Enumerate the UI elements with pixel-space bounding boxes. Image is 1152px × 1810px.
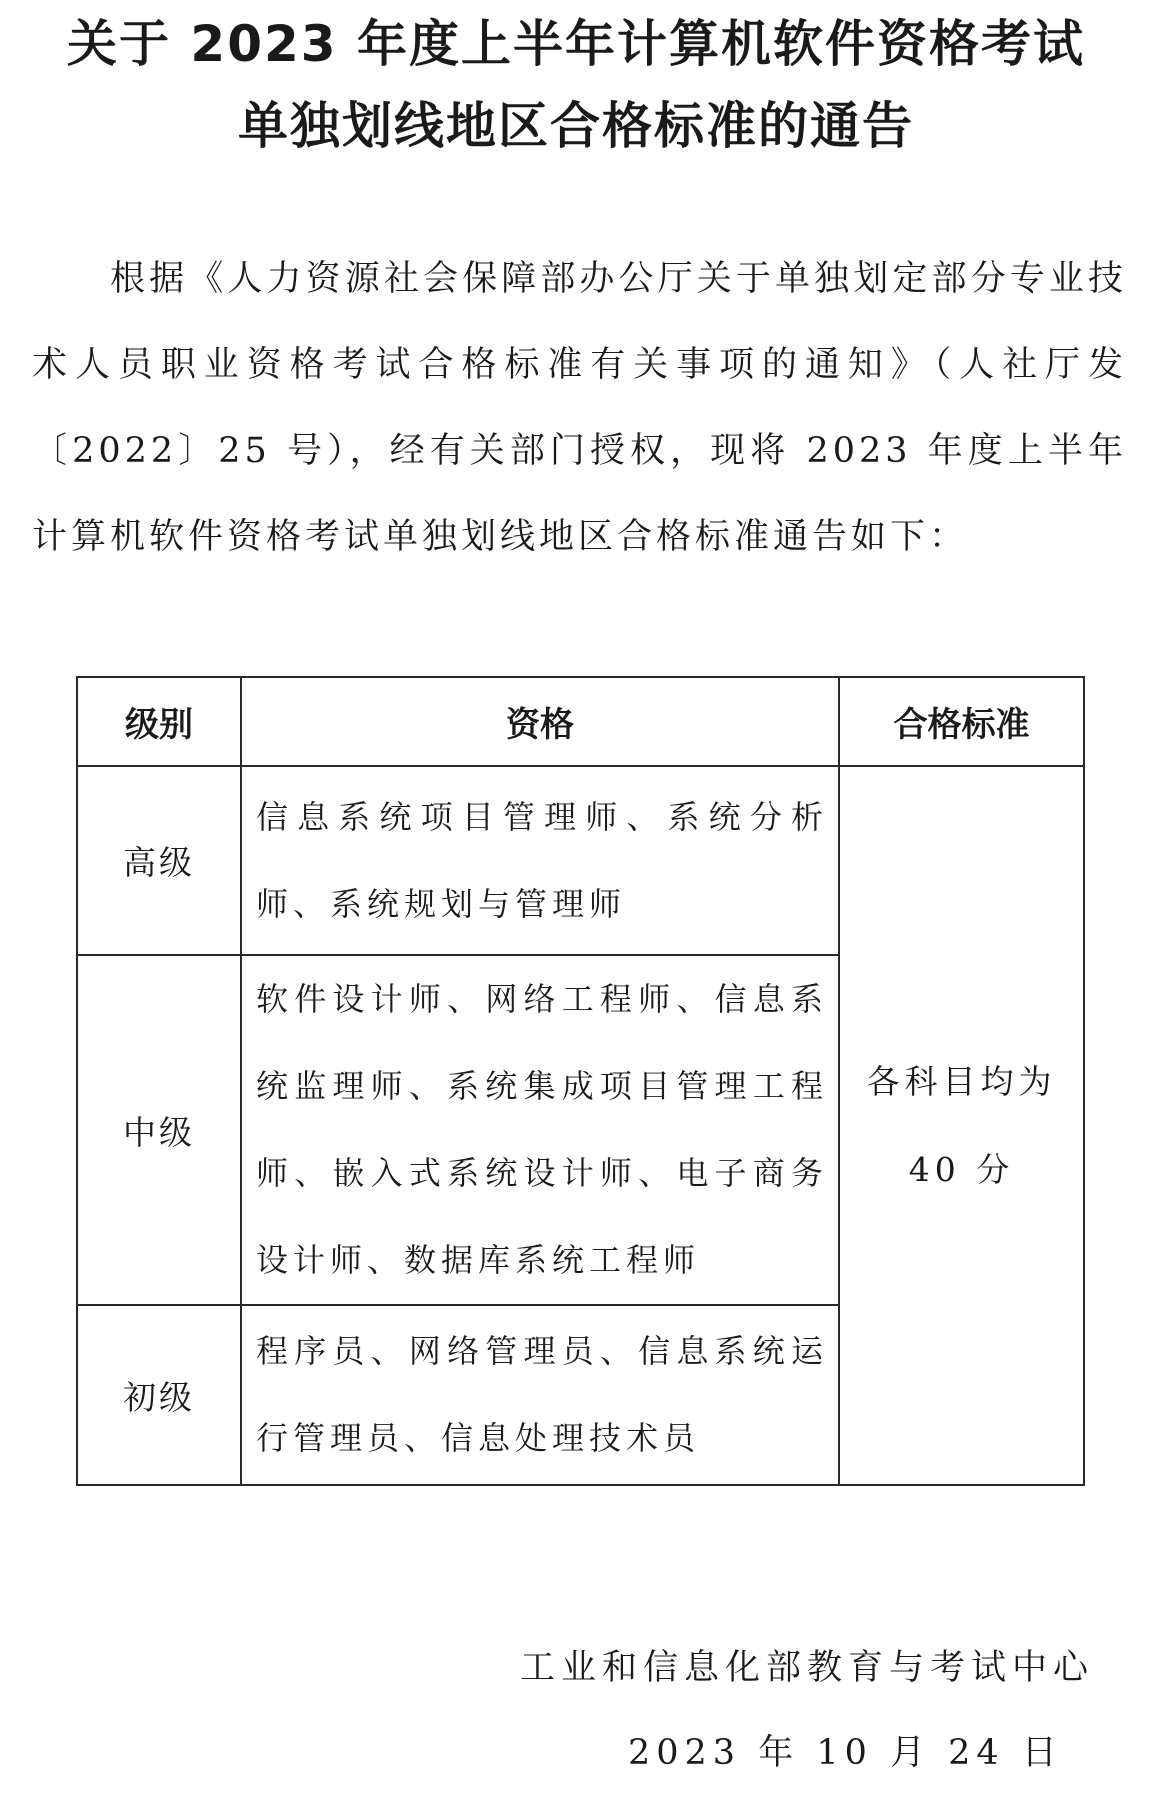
document-title-line-2: 单独划线地区合格标准的通告 [238,97,914,155]
table-header-row [77,677,1084,766]
header-qualification: 资格 [241,677,839,766]
qualifications-cell: 软件设计师、网络工程师、信息系统监理师、系统集成项目管理工程师、嵌入式系统设计师、电子商务设计师、数据库系统工程师 [241,955,839,1305]
level-cell: 高级 [77,766,241,955]
level-cell: 初级 [77,1305,241,1485]
body-paragraph [32,236,1127,580]
document-title-line-1: 关于 2023 年度上半年计算机软件资格考试 [67,15,1085,73]
header-level: 级别 [77,677,241,766]
qualification-standards-table [76,676,1085,1486]
standard-cell: 各科目均为 40 分 [839,766,1084,1485]
header-standard: 合格标准 [839,677,1084,766]
issuing-organization: 工业和信息化部教育与考试中心 [520,1648,1095,1688]
level-cell: 中级 [77,955,241,1305]
issue-date: 2023 年 10 月 24 日 [628,1733,1063,1773]
qualifications-cell: 信息系统项目管理师、系统分析师、系统规划与管理师 [241,766,839,955]
table-row [77,766,1084,955]
body-paragraph-text: 根据《人力资源社会保障部办公厅关于单独划定部分专业技术人员职业资格考试合格标准有关事项的通知》（人社厅发〔2022〕25 号），经有关部门授权，现将 2023 年度上半年计算机软件资格考试单独划线地区合格标准通告如下： [32,259,1127,557]
qualifications-cell: 程序员、网络管理员、信息系统运行管理员、信息处理技术员 [241,1305,839,1485]
